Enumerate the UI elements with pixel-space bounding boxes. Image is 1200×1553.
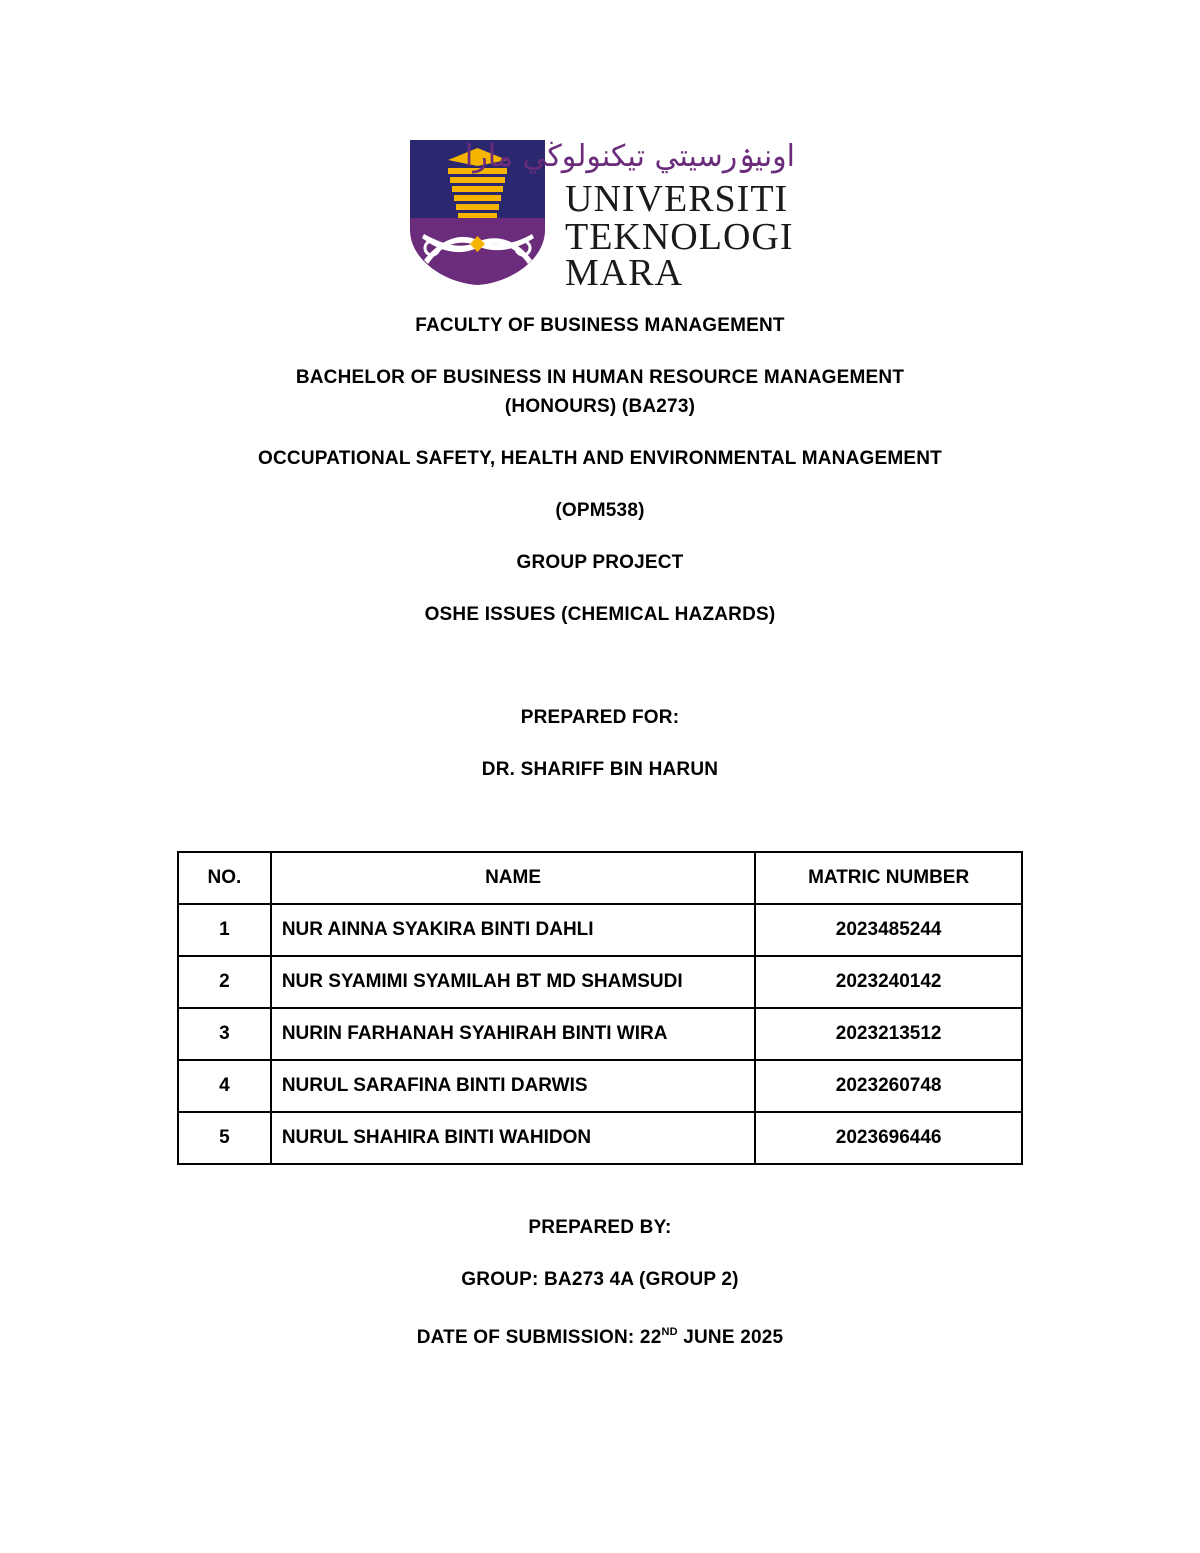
logo-line-universiti: UNIVERSITI (565, 178, 789, 220)
table-row (178, 1008, 1022, 1060)
faculty-name: FACULTY OF BUSINESS MANAGEMENT (415, 315, 785, 336)
group-name: GROUP: BA273 4A (GROUP 2) (461, 1269, 739, 1290)
table-row (178, 956, 1022, 1008)
group-members-table (177, 851, 1023, 1165)
row-number: 2 (178, 956, 271, 1008)
member-name: NURIN FARHANAH SYAHIRAH BINTI WIRA (271, 1008, 755, 1060)
row-number: 1 (178, 904, 271, 956)
program-name-line1: BACHELOR OF BUSINESS IN HUMAN RESOURCE MANAGEMENT (295, 367, 905, 388)
member-name: NURUL SHAHIRA BINTI WAHIDON (271, 1112, 755, 1164)
lecturer-name: DR. SHARIFF BIN HARUN (481, 759, 719, 780)
header-name: NAME (271, 852, 755, 904)
table-row (178, 1112, 1022, 1164)
logo-line-mara: MARA (565, 252, 684, 294)
header-matric-number: MATRIC NUMBER (755, 852, 1022, 904)
table-row (178, 904, 1022, 956)
row-number: 5 (178, 1112, 271, 1164)
submission-date (0, 1321, 1200, 1349)
date-ordinal-suffix: ND (661, 1326, 678, 1338)
assignment-title: GROUP PROJECT (516, 552, 684, 573)
table-row (178, 1060, 1022, 1112)
matric-number: 2023213512 (755, 1008, 1022, 1060)
member-name: NUR SYAMIMI SYAMILAH BT MD SHAMSUDI (271, 956, 755, 1008)
matric-number: 2023240142 (755, 956, 1022, 1008)
submission-date-prefix: DATE OF SUBMISSION: 22 (416, 1327, 662, 1348)
program-name-line2: (HONOURS) (BA273) (504, 396, 696, 417)
member-name: NURUL SARAFINA BINTI DARWIS (271, 1060, 755, 1112)
logo-line-teknologi: TEKNOLOGI (565, 216, 794, 258)
prepared-for-label: PREPARED FOR: (520, 707, 680, 728)
header-no: NO. (178, 852, 271, 904)
course-code: (OPM538) (555, 500, 645, 521)
project-topic: OSHE ISSUES (CHEMICAL HAZARDS) (424, 604, 776, 625)
matric-number: 2023696446 (755, 1112, 1022, 1164)
matric-number: 2023485244 (755, 904, 1022, 956)
row-number: 3 (178, 1008, 271, 1060)
university-wordmark (464, 139, 805, 294)
member-name: NUR AINNA SYAKIRA BINTI DAHLI (271, 904, 755, 956)
course-name: OCCUPATIONAL SAFETY, HEALTH AND ENVIRONMENTAL MANAGEMENT (258, 448, 942, 469)
prepared-by-label: PREPARED BY: (528, 1217, 672, 1238)
row-number: 4 (178, 1060, 271, 1112)
logo-arabic-text: اونيۏرسيتي تيكنولوڬي مارا (464, 139, 795, 174)
table-header-row (178, 852, 1022, 904)
matric-number: 2023260748 (755, 1060, 1022, 1112)
submission-date-rest: JUNE 2025 (677, 1327, 784, 1348)
university-logo (410, 139, 800, 294)
